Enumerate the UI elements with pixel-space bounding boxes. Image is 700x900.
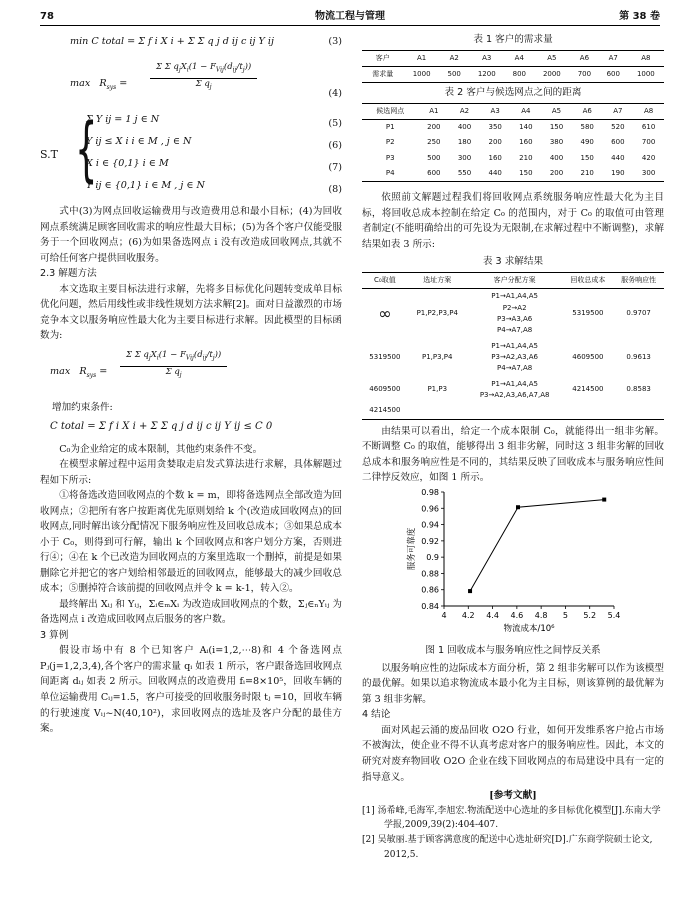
- allocation-line: P2→A2: [502, 303, 527, 312]
- allocation-line: P1→A1,A4,A5: [491, 379, 538, 388]
- left-column: [40, 30, 342, 737]
- table-cell: [467, 339, 563, 377]
- x-tick-label: 4: [441, 610, 447, 620]
- x-axis-label: 物流成本/10⁶: [503, 623, 555, 634]
- table-cell: P1: [385, 123, 395, 132]
- table-cell: 550: [457, 169, 472, 178]
- table-header-cell: A4: [514, 53, 524, 62]
- table-cell: 需求量: [372, 69, 394, 78]
- table-caption: 表 3 求解结果: [482, 256, 544, 268]
- table-cell: P4: [385, 169, 395, 178]
- table-header-cell: 服务响应性: [621, 276, 657, 285]
- allocation-line: P1→A1,A4,A5: [491, 341, 538, 350]
- table-cell: 4609500: [572, 352, 604, 361]
- y-tick-label: 0.86: [421, 585, 439, 595]
- table-caption: 表 1 客户的需求量: [473, 34, 553, 45]
- allocation-line: P3→A2,A3,A6,A7,A8: [479, 390, 550, 399]
- section-heading: 2.3 解题方法: [40, 268, 97, 280]
- allocation-line: P1→A1,A4,A5: [491, 292, 538, 301]
- x-tick-label: 4.2: [461, 610, 475, 620]
- paragraph: C₀为企业给定的成本限制，其他约束条件不变。: [59, 443, 263, 455]
- table-header-cell: A5: [551, 106, 562, 115]
- allocation-line: P4→A7,A8: [497, 326, 533, 335]
- table-3: [362, 272, 664, 420]
- table-row: [362, 339, 664, 377]
- table-header-cell: A6: [579, 53, 590, 62]
- table-cell: 400: [457, 123, 472, 132]
- equation-4: $\max R_{sys}$ = Σ Σ $q_jX_i(1 - F_{Vij}(d_{ij}/t_j))$ Σ $q_j$ (4): [40, 56, 342, 112]
- table-header-cell: 客户分配方案: [493, 276, 536, 285]
- table-header-cell: A5: [547, 53, 557, 62]
- table-row: [362, 151, 664, 166]
- paragraph: 最终解出 Xᵢⱼ 和 Yᵢⱼ，Σᵢ∈ₘXᵢ 为改造成回收网点的个数，Σⱼ∈ₙYᵢⱼ 为备选网点 i 改造成回收网点后服务的客户数。: [40, 598, 342, 626]
- x-tick-label: 4.4: [486, 610, 499, 620]
- page-header: [40, 6, 660, 26]
- table-row: [362, 403, 664, 419]
- data-point: [516, 505, 520, 509]
- journal-title: 物流工程与管理: [315, 11, 385, 22]
- allocation-line: P4→A7,A8: [497, 364, 533, 373]
- table-cell: 1000: [636, 69, 655, 78]
- table-header-cell: A8: [641, 53, 651, 62]
- table-cell: 500: [427, 153, 441, 162]
- table-cell: 700: [641, 138, 656, 147]
- constraint-equation: C total = Σ f i X i + Σ Σ q j d ij c ij Y ij ≤ C 0: [50, 421, 273, 433]
- paragraph: 依照前文解题过程我们将回收网点系统服务响应性最大化为主目标，将回收总成本控制在给定 C₀ 的范围内，对于 C₀ 的取值可由管理者制定(不能明确给出的可先设为无限制,在求解过程中不断调整)，求解结果如表 3 所示:: [362, 192, 664, 250]
- table-cell: 4214500: [572, 385, 604, 394]
- table-cell: 600: [427, 169, 441, 178]
- volume-label: 第 38 卷: [619, 11, 660, 22]
- table-cell: 500: [447, 69, 461, 78]
- table-header-cell: C₀取值: [374, 276, 396, 285]
- figure-caption: 图 1 回收成本与服务响应性之间悖反关系: [425, 645, 601, 657]
- table-1: [362, 50, 664, 84]
- y-tick-label: 0.88: [421, 569, 439, 579]
- table-row: [362, 66, 664, 82]
- equation-number: (3): [328, 36, 342, 47]
- table-caption: 表 2 客户与候选网点之间的距离: [444, 87, 582, 99]
- allocation-line: P3→A2,A3,A6: [491, 352, 538, 361]
- reference-item: [1] 汤希峰,毛海军,李旭宏.物流配送中心选址的多目标优化模型[J].东南大学学报,2009,39(2):404-407.: [362, 805, 661, 831]
- table-header-cell: A1: [429, 106, 439, 115]
- x-tick-label: 5: [562, 610, 568, 620]
- equation-number: (4): [328, 88, 342, 99]
- paragraph: 面对风起云涌的废品回收 O2O 行业，如何开发维系客户抢占市场不被淘汰，使企业不得不认真考虑对客户的服务响应性。因此，本文的研究对废弃物回收 O2O 企业在线下回收网点的布局建设中具有一定的指导意义。: [362, 724, 664, 783]
- table-header-cell: A3: [482, 53, 492, 62]
- table-row: [362, 377, 664, 404]
- table-cell: 400: [549, 153, 564, 162]
- references-heading: [参考文献]: [489, 790, 537, 802]
- table-row: [362, 166, 664, 182]
- table-cell: [467, 403, 563, 419]
- paragraph: 由结果可以看出，给定一个成本限制 C₀，就能得出一组非劣解。不断调整 C₀ 的取值，能够得出 3 组非劣解，同时这 3 组非劣解的回收总成本和服务响应性是不同的，其结果反映了回收成本与服务响应性间二律悖反效应，如图 1 所示。: [362, 425, 664, 484]
- table-header-cell: A4: [521, 106, 531, 115]
- table-cell: 180: [457, 138, 472, 147]
- equation-3-text: min C total = Σ f i X i + Σ Σ q j d ij c ij Y ij: [70, 36, 274, 47]
- table-row: [362, 289, 664, 339]
- x-tick-label: 4.6: [510, 610, 524, 620]
- table-header-row: [362, 50, 664, 66]
- table-cell: 520: [611, 123, 625, 132]
- table-cell: [467, 377, 563, 404]
- data-point: [468, 589, 472, 593]
- table-row: [362, 120, 664, 136]
- table-header-cell: 选址方案: [423, 276, 452, 285]
- table-cell: P2: [385, 138, 395, 147]
- table-cell: 160: [519, 138, 533, 147]
- table-cell: P1,P2,P3,P4: [416, 309, 458, 318]
- table-cell: 610: [641, 123, 656, 132]
- table-cell: 800: [512, 69, 526, 78]
- y-tick-label: 0.94: [421, 520, 439, 530]
- objective-function: $\max R_{sys}$ = Σ Σ $q_jX_i(1 - F_{Vij}(d_{ij}/t_j))$ Σ $q_j$: [40, 344, 342, 400]
- table-cell: 200: [488, 138, 502, 147]
- table-cell: 380: [549, 138, 564, 147]
- table-cell: 200: [427, 123, 441, 132]
- table-cell: P3: [385, 153, 395, 162]
- table-cell: 160: [488, 153, 502, 162]
- table-cell: 2000: [542, 69, 561, 78]
- table-cell: 4214500: [369, 406, 401, 415]
- table-cell: 420: [641, 153, 656, 162]
- y-tick-label: 0.98: [421, 487, 439, 497]
- table-header-cell: A2: [449, 53, 459, 62]
- figure-1-chart: [362, 486, 664, 636]
- y-axis-label: 服务可靠度: [407, 527, 417, 571]
- x-tick-label: 4.8: [534, 610, 548, 620]
- table-cell: 440: [488, 169, 502, 178]
- table-cell: 150: [580, 153, 594, 162]
- table-header-cell: A2: [459, 106, 470, 115]
- constraints-block: S.T { Σ Y ij = 1 j ∈ N (5) Y ij ≤ X i i ∈ M , j ∈ N (6) X i ∈ {0,1} i ∈ M (7) Y ij ∈ {0,1} i ∈ M , j ∈ N (8): [40, 108, 342, 195]
- x-tick-label: 5.2: [583, 610, 597, 620]
- equation-3: [40, 30, 342, 56]
- table-cell: 190: [611, 169, 625, 178]
- table-cell: 600: [611, 138, 625, 147]
- table-cell: 0.9613: [626, 352, 651, 361]
- reference-item: [2] 吴敏丽.基于顾客满意度的配送中心选址研究[D].广东商学院硕士论文, 2012,5.: [362, 835, 653, 861]
- y-tick-label: 0.96: [421, 504, 439, 514]
- y-tick-label: 0.9: [426, 552, 439, 562]
- allocation-line: P3→A3,A6: [497, 315, 533, 323]
- section-heading: 4 结论: [362, 709, 391, 721]
- paragraph: 式中(3)为网点回收运输费用与改造费用总和最小目标；(4)为回收网点系统满足顾客回收需求的响应性最大目标；(5)为各个客户仅能受服务于一个回收网点；(6)为如果备选网点 i 没有改造成回收网点,其就不可给任何客户提供回收服务。: [40, 206, 342, 264]
- table-cell: 140: [519, 123, 533, 132]
- table-cell: 490: [580, 138, 594, 147]
- table-cell: 350: [488, 123, 502, 132]
- table-cell: 200: [549, 169, 564, 178]
- table-header-cell: 客户: [375, 53, 390, 62]
- table-header-cell: A3: [490, 106, 500, 115]
- table-row: [362, 135, 664, 150]
- table-cell: 4609500: [369, 385, 401, 394]
- paragraph: 以服务响应性的边际成本方面分析，第 2 组非劣解可以作为该模型的最优解。如果以追求物流成本最小化为主目标，则该算例的最优解为第 3 组非劣解。: [362, 662, 664, 705]
- table-cell: 210: [580, 169, 594, 178]
- data-point: [602, 497, 606, 501]
- page-number: 78: [40, 11, 54, 22]
- table-cell: 150: [519, 169, 533, 178]
- table-cell: 300: [457, 153, 472, 162]
- table-header-cell: 候选网点: [376, 106, 405, 115]
- paragraph: 在模型求解过程中运用贪婪取走启发式算法进行求解，具体解题过程如下所示:: [40, 459, 342, 486]
- paragraph: 假设市场中有 8 个已知客户 Aᵢ(i=1,2,⋯8)和 4 个备选网点 Pⱼ(j=1,2,3,4),各个客户的需求量 qᵢ 如表 1 所示，客户跟备选回收网点间距离 dᵢⱼ 如表 2 所示。回收网点的改造费用 fᵢ=8×10⁵，回收车辆的单位运输费用 Cᵢⱼ=1.5，客户可接受的回收服务时限 tⱼ =10，回收车辆的行驶速度 Vᵢⱼ~N(40,10²)，求回收网点的选址及客户分配的最佳方案。: [40, 645, 342, 735]
- table-cell: 0.8583: [626, 385, 651, 394]
- table-cell: 700: [577, 69, 592, 78]
- table-cell: 250: [427, 138, 441, 147]
- y-tick-label: 0.84: [421, 601, 439, 611]
- table-cell: P1,P3: [427, 385, 448, 394]
- series-line: [470, 499, 604, 591]
- table-header-cell: A1: [417, 53, 427, 62]
- right-column: [362, 30, 664, 863]
- table-cell: 5319500: [572, 309, 604, 318]
- table-cell: [408, 403, 467, 419]
- paragraph: 增加约束条件:: [52, 401, 113, 413]
- table-cell: [467, 289, 563, 339]
- x-tick-label: 5.4: [607, 610, 621, 620]
- table-cell: 0.9707: [626, 309, 651, 318]
- table-header-row: [362, 103, 664, 119]
- table-cell: 150: [549, 123, 564, 132]
- table-2: [362, 103, 664, 183]
- table-cell: [563, 403, 614, 419]
- table-cell: 440: [611, 153, 625, 162]
- table-cell: 1200: [477, 69, 496, 78]
- table-cell: 210: [519, 153, 533, 162]
- y-tick-label: 0.92: [421, 536, 439, 546]
- table-cell: ∞: [378, 304, 392, 323]
- paragraph: 本文选取主要目标法进行求解，先将多目标优化问题转变成单目标优化问题，然后用线性或非线性规划方法求解[2]。面对日益激烈的市场竞争本文以服务响应性最大化为主要目标进行求解。因此模型的目标函数为:: [40, 283, 342, 342]
- table-header-cell: A7: [608, 53, 618, 62]
- paragraph: ①将备选改造回收网点的个数 k = m，即将备选网点全部改造为回收网点；②把所有客户按距离优先原则划给 k 个(改造成回收网点)的回收网点,同时解出该分配情况下服务响应性及回收总成本；③如果总成本小于 C₀，则得到可行解，输出 k 个回收网点和客户划分方案，否则进行④；④在 k 个已改造为回收网点的方案里选取一个删掉，前提是如果删除它并把它的客户划给相邻最近的回收网点，能够最大的减少回收总成本；⑤删掉符合该前提的回收网点并令 k = k-1，转入②。: [40, 490, 342, 595]
- table-header-cell: A6: [582, 106, 592, 115]
- table-header-cell: 回收总成本: [570, 276, 606, 285]
- table-cell: P1,P3,P4: [422, 352, 453, 361]
- table-cell: 5319500: [369, 352, 401, 361]
- table-header-row: [362, 273, 664, 289]
- table-cell: 600: [606, 69, 620, 78]
- table-cell: [613, 403, 664, 419]
- table-header-cell: A7: [613, 106, 623, 115]
- section-heading: 3 算例: [40, 629, 69, 641]
- table-header-cell: A8: [643, 106, 654, 115]
- table-cell: 300: [641, 169, 656, 178]
- table-cell: 580: [580, 123, 594, 132]
- table-cell: 1000: [412, 69, 431, 78]
